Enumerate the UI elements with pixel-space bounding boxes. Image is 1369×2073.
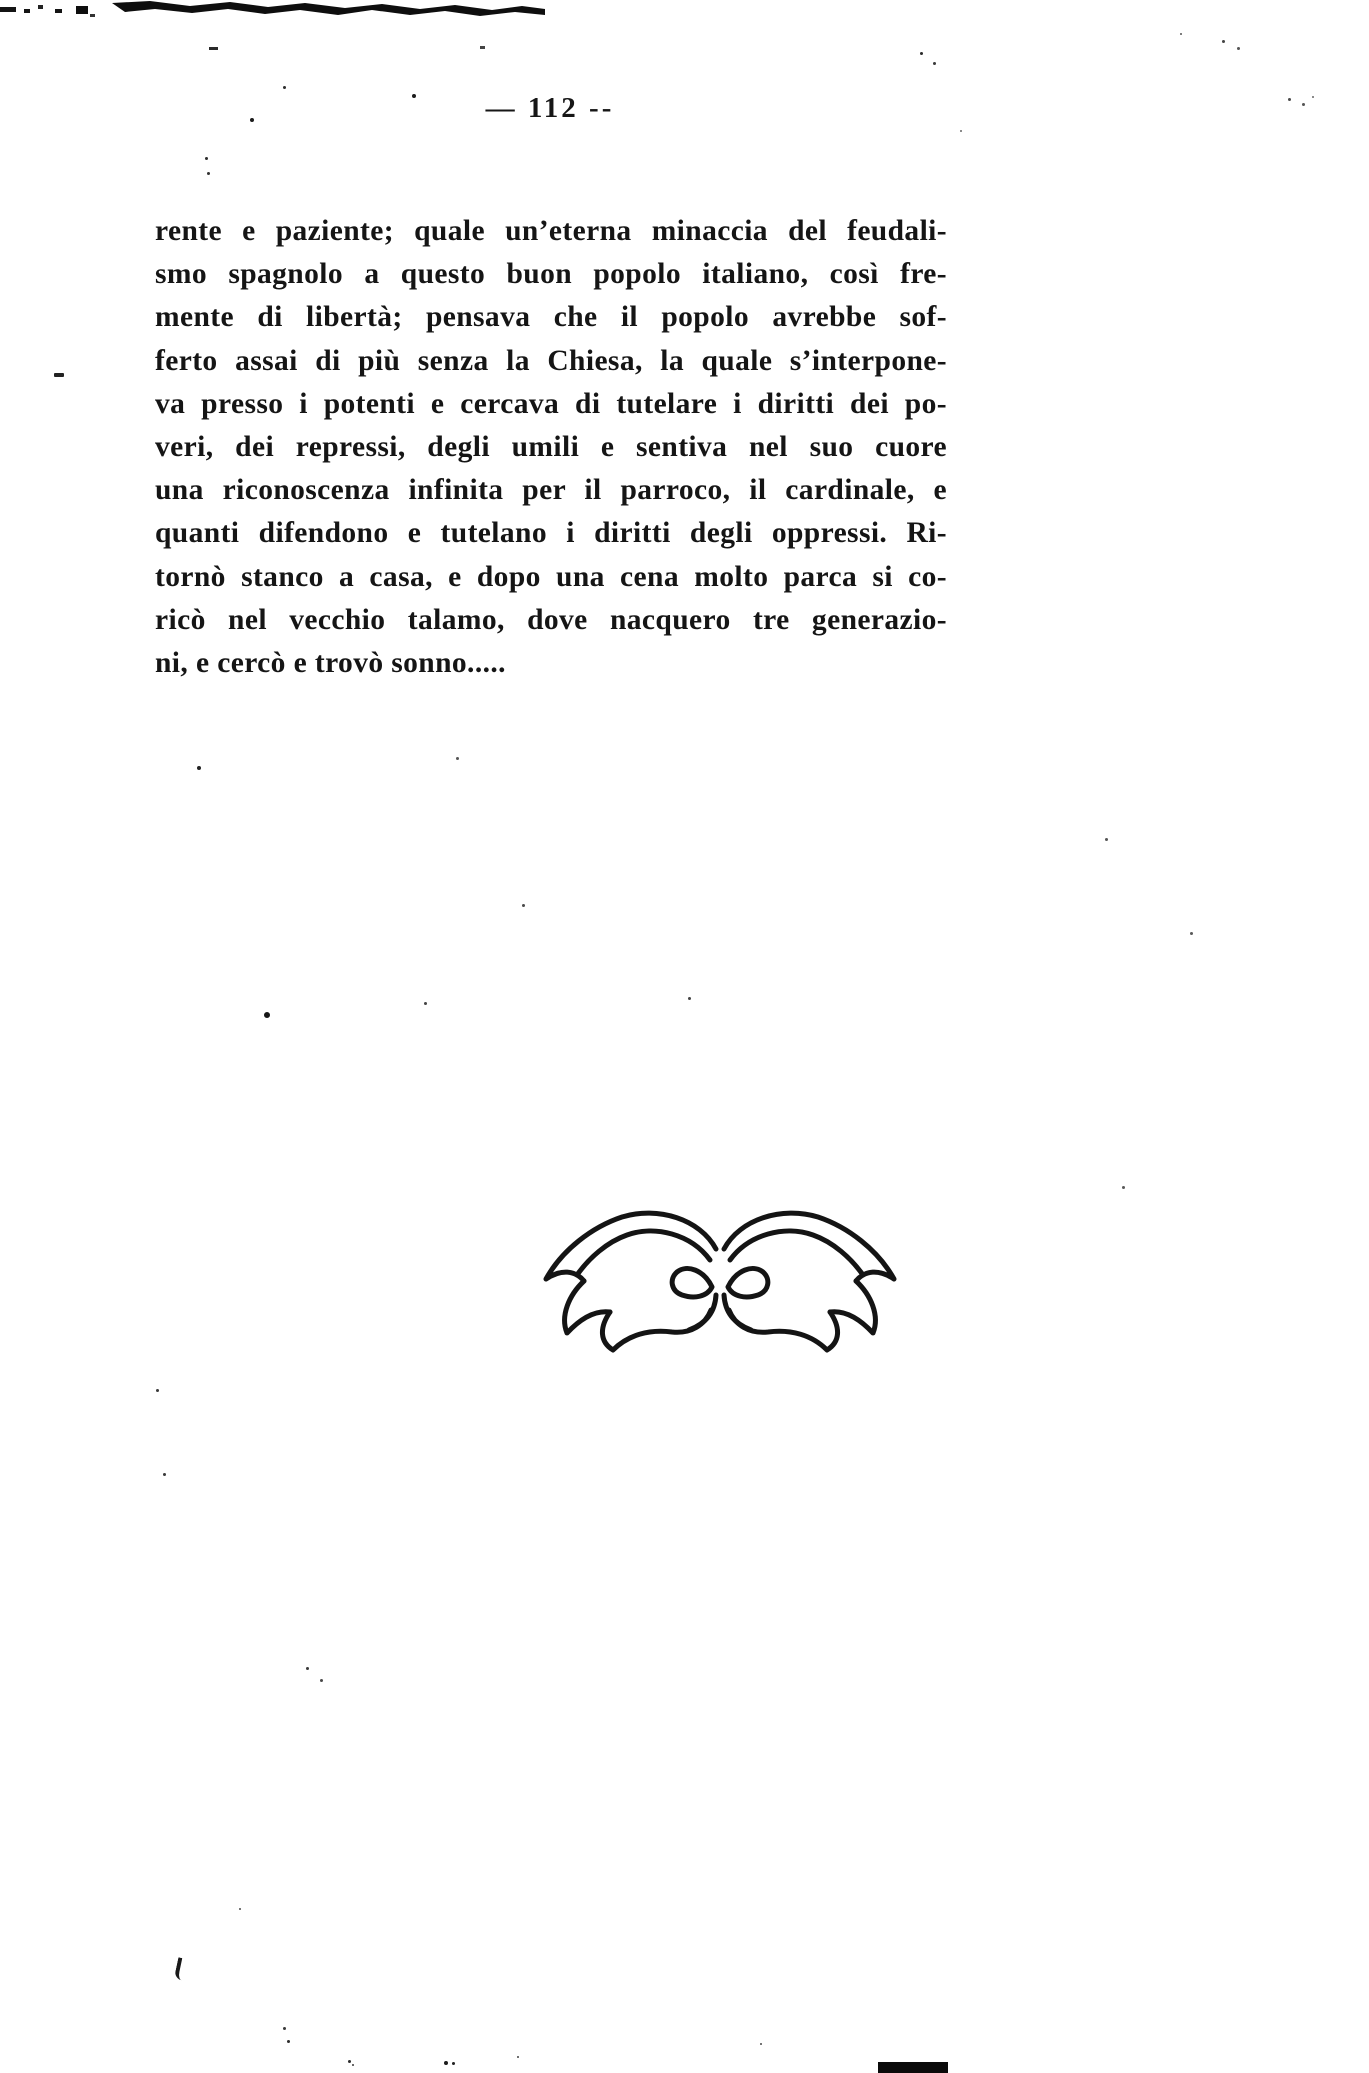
scan-speck <box>306 1667 309 1670</box>
scan-speck <box>688 997 691 1000</box>
scan-speck <box>760 2043 762 2045</box>
scan-speck <box>933 62 936 65</box>
scan-speck <box>250 118 254 122</box>
scan-speck <box>1180 33 1182 35</box>
scan-speck <box>1302 103 1305 106</box>
scan-speck <box>1222 40 1225 43</box>
text-line: ni, e cercò e trovò sonno..... <box>155 647 506 680</box>
scan-speck <box>1190 932 1193 935</box>
scan-speck <box>444 2061 448 2065</box>
scan-speck <box>1312 96 1314 98</box>
scan-speck <box>1288 98 1291 101</box>
scan-speck <box>163 1473 166 1476</box>
scan-speck <box>517 2056 519 2058</box>
scan-speck <box>920 52 923 55</box>
scan-artifact-top-edge <box>0 0 560 60</box>
text-line: tornò stanco a casa, e dopo una cena molto parca si co- <box>155 560 947 593</box>
scan-speck <box>960 130 962 132</box>
scan-speck <box>156 1389 159 1392</box>
scan-speck <box>1237 47 1240 50</box>
scan-artifact-bottom-bar <box>878 2062 948 2073</box>
scan-speck <box>239 1908 241 1910</box>
scan-speck <box>207 172 210 175</box>
scan-speck <box>320 1679 323 1682</box>
scan-speck <box>1105 838 1108 841</box>
scan-speck <box>197 766 201 770</box>
scan-speck <box>522 904 525 907</box>
scan-speck <box>424 1002 427 1005</box>
scan-speck <box>283 2027 286 2030</box>
scan-speck <box>352 2064 354 2066</box>
scan-speck <box>54 373 64 377</box>
leaf-scroll-fleuron-icon <box>540 1203 900 1353</box>
scan-speck <box>264 1012 270 1018</box>
page-number: — 112 -- <box>485 92 615 124</box>
text-line: rente e paziente; quale un’eterna minaccia del feudali- <box>155 215 947 247</box>
scan-speck <box>205 157 208 160</box>
scan-speck <box>348 2060 351 2063</box>
text-line: smo spagnolo a questo buon popolo italiano, così fre- <box>155 258 947 291</box>
text-line: una riconoscenza infinita per il parroco, il cardinale, e <box>155 474 947 507</box>
text-line: veri, dei repressi, degli umili e sentiva nel suo cuore <box>155 431 947 464</box>
scan-speck <box>412 94 416 98</box>
scan-artifact-curve-mark <box>174 1957 188 1981</box>
scan-speck <box>1122 1186 1125 1189</box>
scan-speck <box>456 757 459 760</box>
text-line: ferto assai di più senza la Chiesa, la quale s’interpone- <box>155 344 947 377</box>
scan-speck <box>287 2040 290 2043</box>
text-line: ricò nel vecchio talamo, dove nacquero tre generazio- <box>155 603 947 636</box>
text-line: va presso i potenti e cercava di tutelare i diritti dei po- <box>155 387 947 420</box>
text-line: mente di libertà; pensava che il popolo avrebbe sof- <box>155 301 947 334</box>
scan-speck <box>283 86 286 89</box>
scan-speck <box>452 2062 455 2065</box>
paragraph <box>155 210 947 685</box>
text-line: quanti difendono e tutelano i diritti degli oppressi. Ri- <box>155 517 947 550</box>
